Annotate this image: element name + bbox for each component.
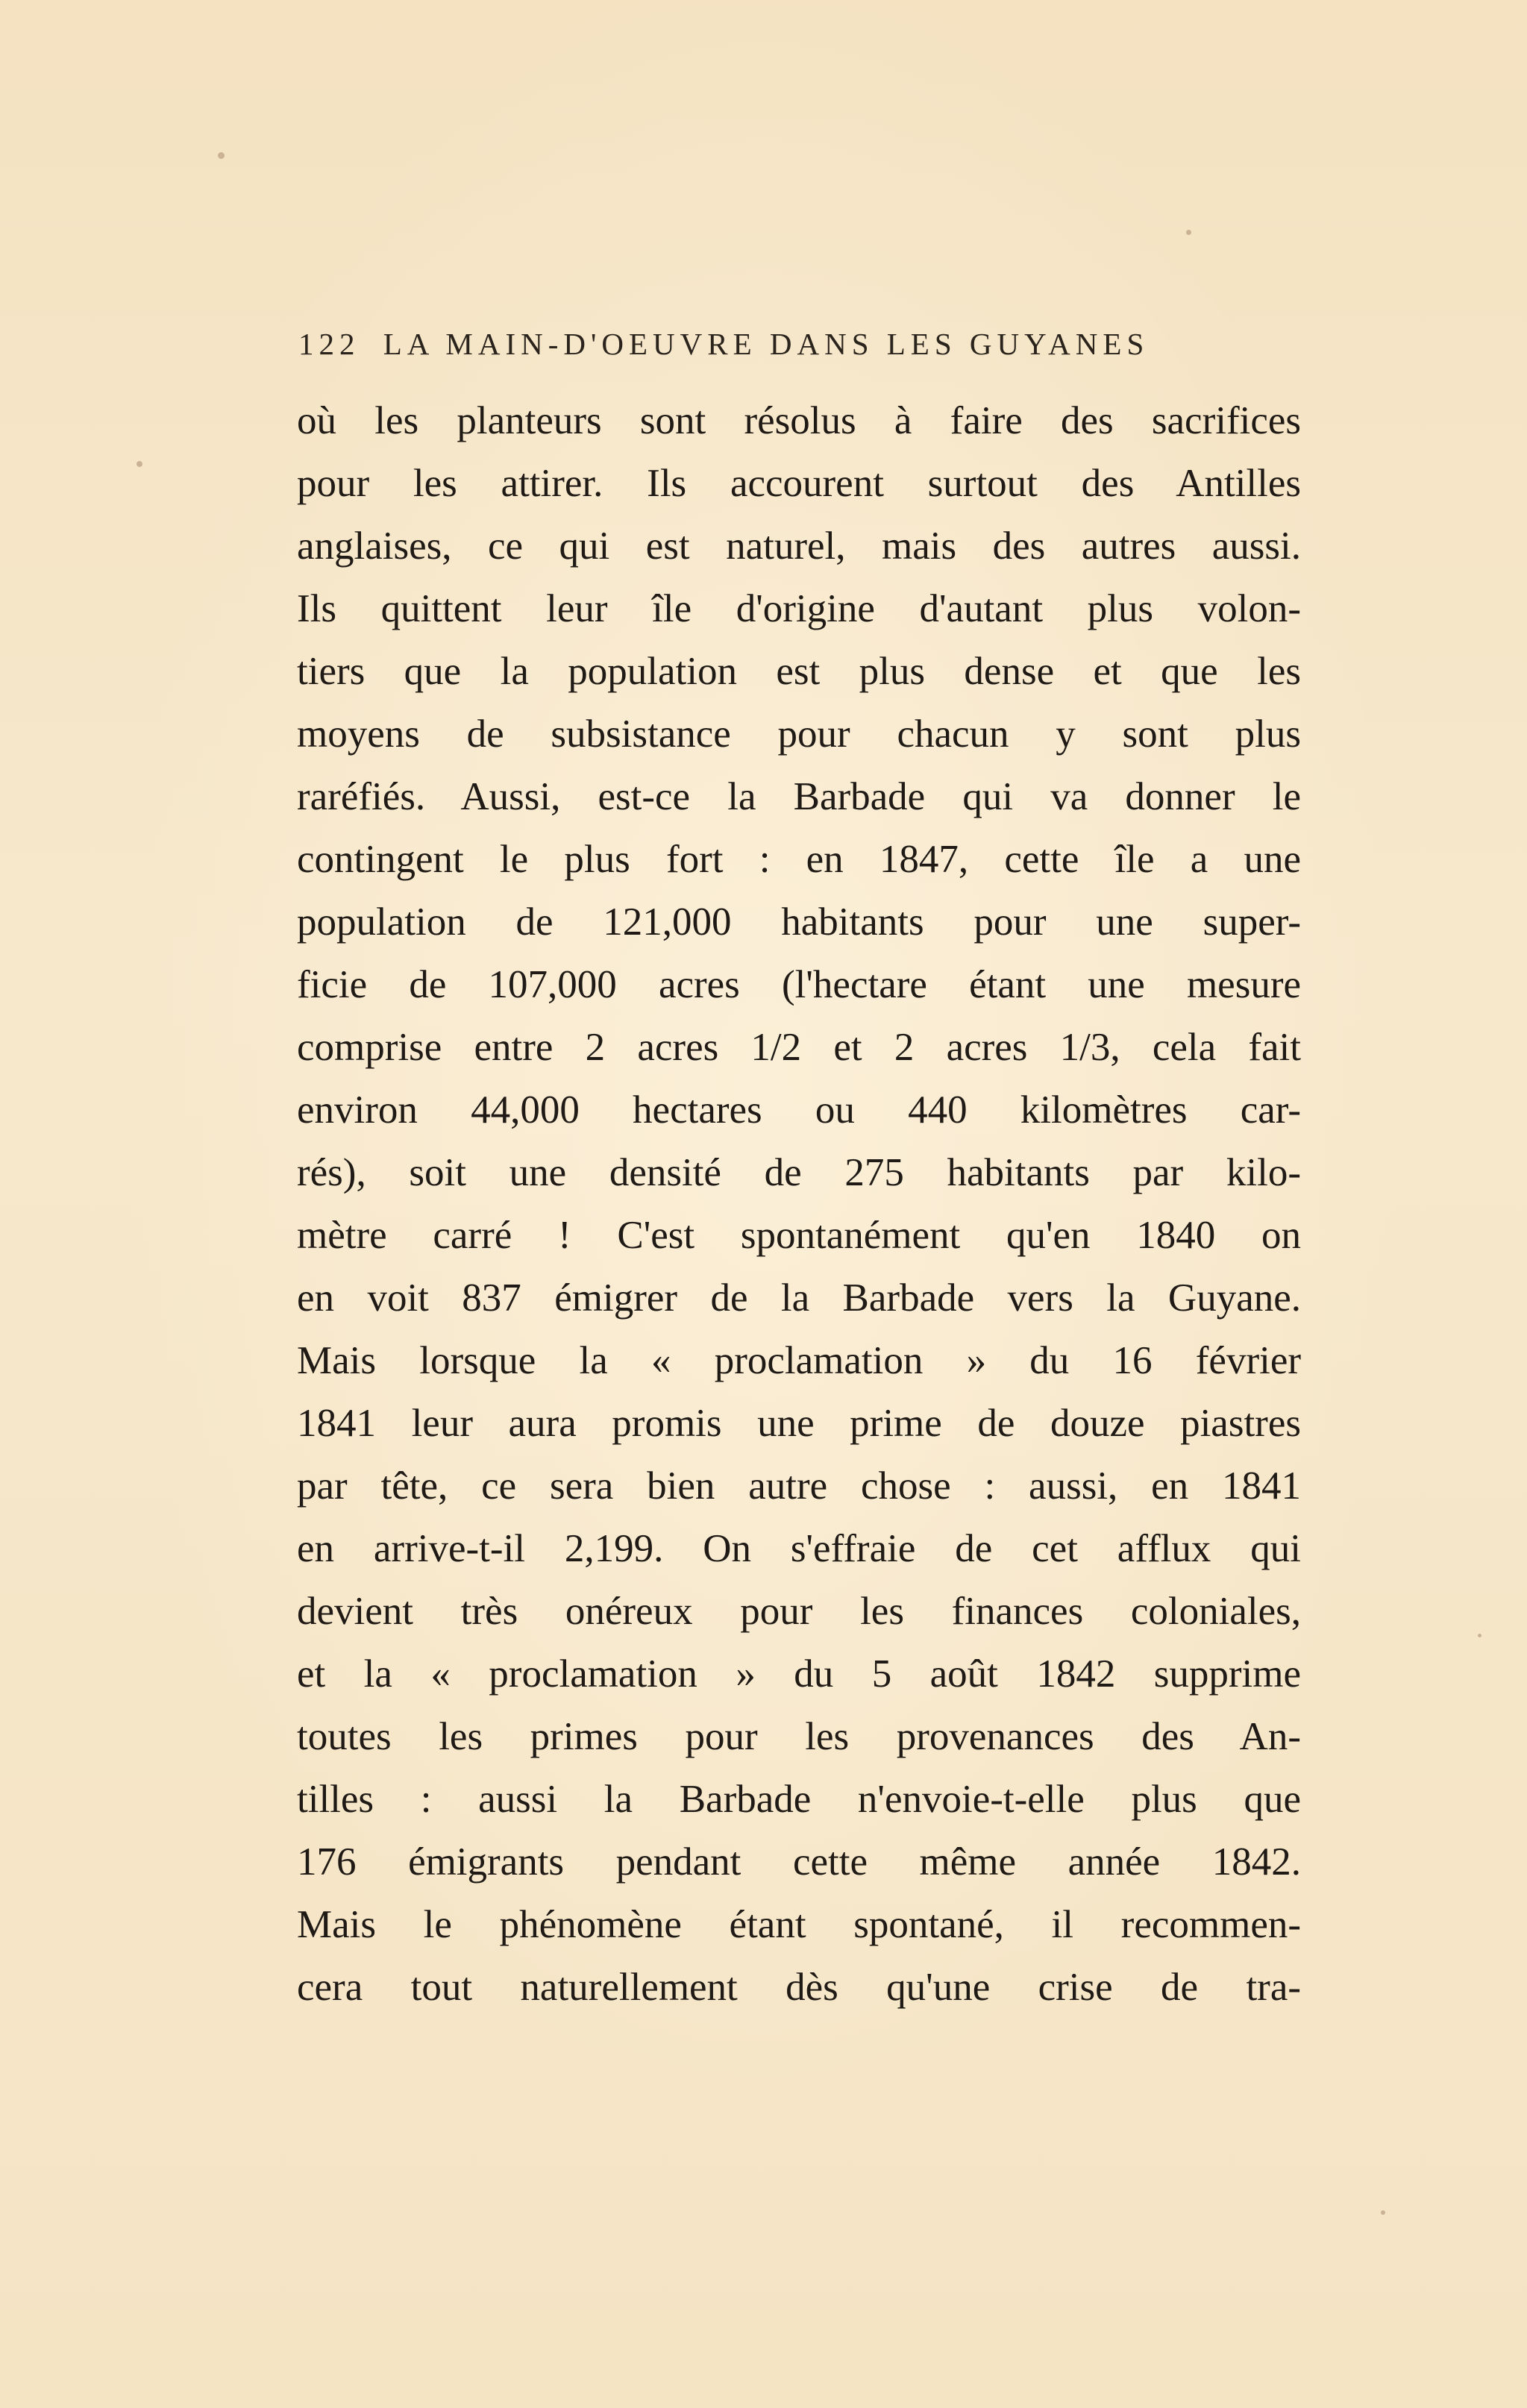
text-line: moyens de subsistance pour chacun y sont plus — [297, 712, 1301, 756]
text-line: cera tout naturellement dès qu'une crise de tra- — [297, 1966, 1301, 2009]
text-line: devient très onéreux pour les finances coloniales, — [297, 1590, 1301, 1633]
paper-speck — [137, 461, 142, 467]
text-line: contingent le plus fort : en 1847, cette île a une — [297, 838, 1301, 881]
text-line: tiers que la population est plus dense et que les — [297, 650, 1301, 693]
text-line: Mais le phénomène étant spontané, il recommen- — [297, 1903, 1301, 1946]
running-title: LA MAIN-D'OEUVRE DANS LES GUYANES — [383, 327, 1150, 361]
text-line: où les planteurs sont résolus à faire des sacrifices — [297, 399, 1301, 442]
paper-speck — [1186, 230, 1191, 235]
page-number: 122 — [298, 327, 360, 361]
text-line: 1841 leur aura promis une prime de douze piastres — [297, 1402, 1301, 1445]
text-line: Mais lorsque la « proclamation » du 16 février — [297, 1339, 1301, 1382]
paper-speck — [1478, 1634, 1481, 1637]
text-line: en arrive-t-il 2,199. On s'effraie de cet afflux qui — [297, 1527, 1301, 1570]
text-line: toutes les primes pour les provenances des An- — [297, 1715, 1301, 1758]
text-line: population de 121,000 habitants pour une super- — [297, 900, 1301, 944]
text-line: anglaises, ce qui est naturel, mais des autres aussi. — [297, 524, 1301, 568]
text-line: comprise entre 2 acres 1/2 et 2 acres 1/3, cela fait — [297, 1026, 1301, 1069]
text-line: environ 44,000 hectares ou 440 kilomètres car- — [297, 1088, 1301, 1132]
text-line: 176 émigrants pendant cette même année 1842. — [297, 1840, 1301, 1884]
text-line: ficie de 107,000 acres (l'hectare étant une mesure — [297, 963, 1301, 1006]
text-line: tilles : aussi la Barbade n'envoie-t-elle plus que — [297, 1778, 1301, 1821]
text-line: rés), soit une densité de 275 habitants par kilo- — [297, 1151, 1301, 1194]
paper-speck — [218, 152, 225, 159]
body-text — [297, 389, 1301, 2019]
running-header — [298, 326, 1298, 362]
text-line: Ils quittent leur île d'origine d'autant plus volon- — [297, 587, 1301, 630]
paper-speck — [1381, 2210, 1385, 2215]
text-line: raréfiés. Aussi, est-ce la Barbade qui va donner le — [297, 775, 1301, 818]
text-line: par tête, ce sera bien autre chose : aussi, en 1841 — [297, 1464, 1301, 1508]
text-line: et la « proclamation » du 5 août 1842 supprime — [297, 1652, 1301, 1696]
text-line: mètre carré ! C'est spontanément qu'en 1840 on — [297, 1214, 1301, 1257]
text-line: en voit 837 émigrer de la Barbade vers la Guyane. — [297, 1276, 1301, 1320]
text-line: pour les attirer. Ils accourent surtout des Antilles — [297, 462, 1301, 505]
